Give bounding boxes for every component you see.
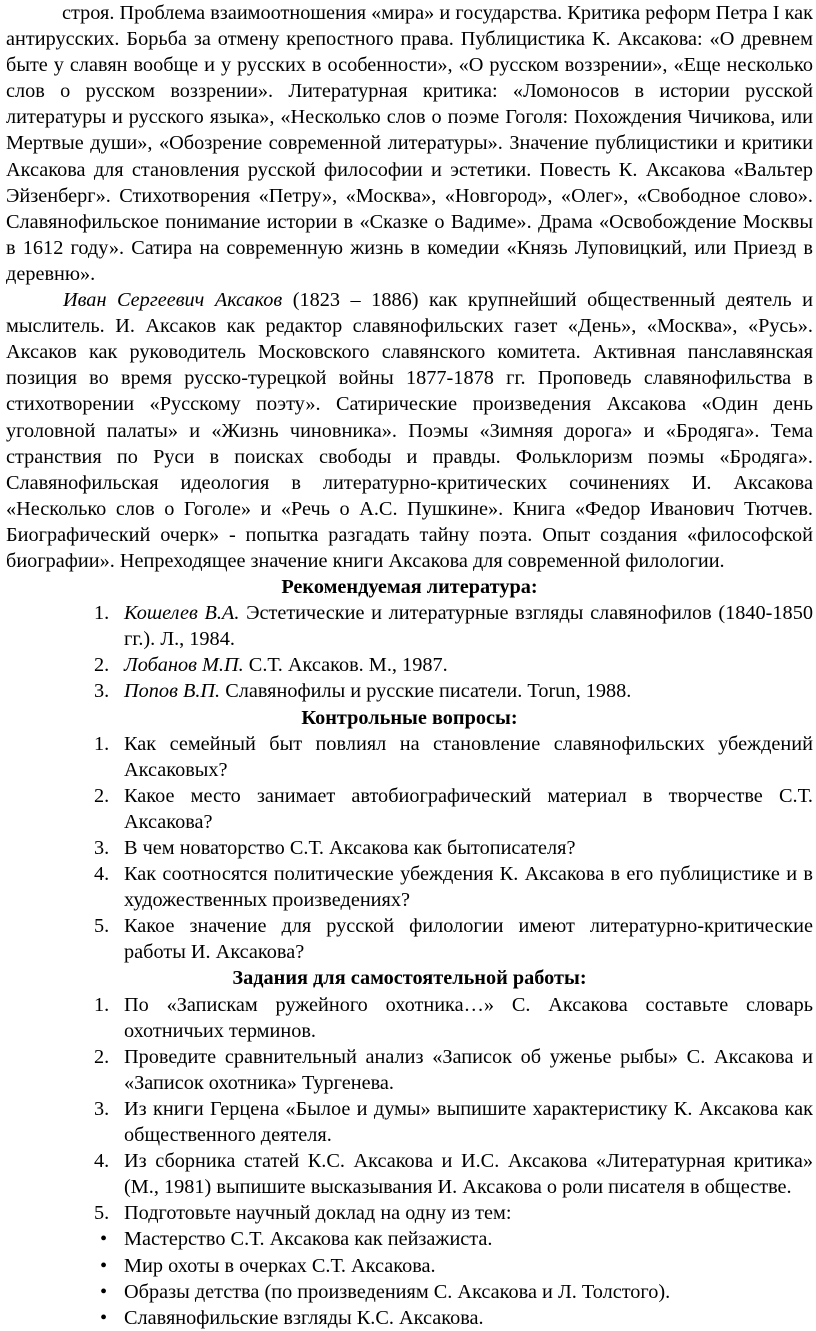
item-text: Подготовьте научный доклад на одну из тем: <box>124 1202 512 1225</box>
item-text: Какое место занимает автобиографический материал в творчестве С.Т. Аксакова? <box>124 784 813 833</box>
item-number: 5. <box>94 915 110 938</box>
item-text: В чем новаторство С.Т. Аксакова как бытописателя? <box>124 837 576 859</box>
item-number: 3. <box>94 680 110 703</box>
tasks-heading: Задания для самостоятельной работы: <box>232 967 587 990</box>
topic-item <box>6 1226 813 1252</box>
task-item <box>6 1148 813 1200</box>
bullet-icon: • <box>100 1280 108 1303</box>
questions-heading: Контрольные вопросы: <box>301 706 518 729</box>
item-number: 1. <box>94 732 110 755</box>
bullet-icon: • <box>100 1254 108 1277</box>
task-item <box>6 1044 813 1096</box>
author-name: Иван Сергеевич Аксаков <box>63 289 283 312</box>
topic-item <box>6 1279 813 1305</box>
task-item <box>6 1200 813 1226</box>
literature-item <box>6 600 813 652</box>
paragraph-konstantin-aksakov: строя. Проблема взаимоотношения «мира» и государства. Критика реформ Петра I как антирусских. Борьба за отмену крепостного права. Публицистика К. Аксакова: «О древнем быте у славян вообще и у русских в особенности», «О русском воззрении», «Еще несколько слов о русском воззрении». Литературная критика: «Ломоносов в истории русской литературы и русского языка», «Несколько слов о поэме Гоголя: Похождения Чичикова, или Мертвые души», «Обозрение современной литературы». Значение публицистики и критики Аксакова для становления русской философии и эстетики. Повесть К. Аксакова «Вальтер Эйзенберг». Стихотворения «Петру», «Москва», «Новгород», «Олег», «Свободное слово». Славянофильское понимание истории в «Сказке о Вадиме». Драма «Освобождение Москвы в 1612 году». Сатира на современную жизнь в комедии «Князь Луповицкий, или Приезд в деревню». <box>6 2 813 285</box>
literature-heading: Рекомендуемая литература: <box>281 576 538 599</box>
item-number: 1. <box>94 993 110 1016</box>
author-name: Попов В.П. <box>124 680 221 703</box>
task-item <box>6 992 813 1044</box>
question-item <box>6 731 813 783</box>
questions-list <box>6 731 813 966</box>
item-number: 5. <box>94 1202 110 1225</box>
item-text: Славянофилы и русские писатели. Torun, 1988. <box>220 680 632 703</box>
topics-list <box>6 1226 813 1330</box>
paragraph-ivan-aksakov <box>6 287 813 574</box>
question-item <box>6 835 813 861</box>
task-item <box>6 1096 813 1148</box>
tasks-list <box>6 992 813 1227</box>
item-text: С.Т. Аксаков. М., 1987. <box>243 654 448 677</box>
item-text: Из книги Герцена «Былое и думы» выпишите характеристику К. Аксакова как общественного деятеля. <box>124 1097 813 1147</box>
item-text: Образы детства (по произведениям С. Аксакова и Л. Толстого). <box>124 1280 671 1303</box>
item-text: Как семейный быт повлиял на становление славянофильских убеждений Аксаковых? <box>124 732 813 781</box>
topic-item <box>6 1305 813 1331</box>
bullet-icon: • <box>100 1228 108 1251</box>
item-number: 4. <box>94 1150 110 1173</box>
item-text: Как соотносятся политические убеждения К. Аксакова в его публицистике и в художественных произведениях? <box>124 863 813 912</box>
bullet-icon: • <box>100 1306 108 1329</box>
item-number: 2. <box>94 784 110 807</box>
item-number: 3. <box>94 837 110 859</box>
topic-item <box>6 1253 813 1279</box>
item-text: Из сборника статей К.С. Аксакова и И.С. Аксакова «Литературная критика» (М., 1981) выпишите высказывания И. Аксакова о роли писателя в обществе. <box>124 1150 813 1199</box>
literature-item <box>6 652 813 678</box>
item-text: По «Запискам ружейного охотника…» С. Аксакова составьте словарь охотничьих терминов. <box>124 993 813 1042</box>
item-number: 2. <box>94 1045 110 1068</box>
author-name: Кошелев В.А. <box>124 602 240 625</box>
literature-item <box>6 678 813 704</box>
question-item <box>6 783 813 835</box>
item-number: 2. <box>94 654 110 677</box>
item-text: Какое значение для русской филологии имеют литературно-критические работы И. Аксакова? <box>124 915 813 964</box>
item-text: Мастерство С.Т. Аксакова как пейзажиста. <box>124 1228 493 1251</box>
author-name: Лобанов М.П. <box>124 654 244 677</box>
item-text: Эстетические и литературные взгляды славянофилов (1840-1850 гг.). Л., 1984. <box>124 602 813 651</box>
item-text: Проведите сравнительный анализ «Записок об уженье рыбы» С. Аксакова и «Записок охотника» Тургенева. <box>124 1045 813 1094</box>
item-text: Славянофильские взгляды К.С. Аксакова. <box>124 1306 484 1329</box>
paragraph-text: (1823 – 1886) как крупнейший общественный деятель и мыслитель. И. Аксаков как редактор славянофильских газет «День», «Москва», «Русь». Аксаков как руководитель Московского славянского комитета. Активная панславянская позиция во время русско-турецкой войны 1877-1878 гг. Проповедь славянофильства в стихотворении «Русскому поэту». Сатирические произведения Аксакова «Один день уголовной палаты» и «Жизнь чиновника». Поэмы «Зимняя дорога» и «Бродяга». Тема странствия по Руси в поисках свободы и правды. Фольклоризм поэмы «Бродяга». Славянофильская идеология в литературно-критических сочинениях И. Аксакова «Несколько слов о Гоголе» и «Речь о А.С. Пушкине». Книга «Федор Иванович Тютчев. Биографический очерк» - попытка разгадать тайну поэта. Опыт создания «философской биографии». Непреходящее значение книги Аксакова для современной филологии. <box>6 289 813 572</box>
item-number: 4. <box>94 863 110 886</box>
item-number: 3. <box>94 1097 110 1120</box>
question-item <box>6 913 813 965</box>
item-number: 1. <box>94 602 110 625</box>
literature-list <box>6 600 813 704</box>
question-item <box>6 861 813 913</box>
item-text: Мир охоты в очерках С.Т. Аксакова. <box>124 1254 436 1277</box>
